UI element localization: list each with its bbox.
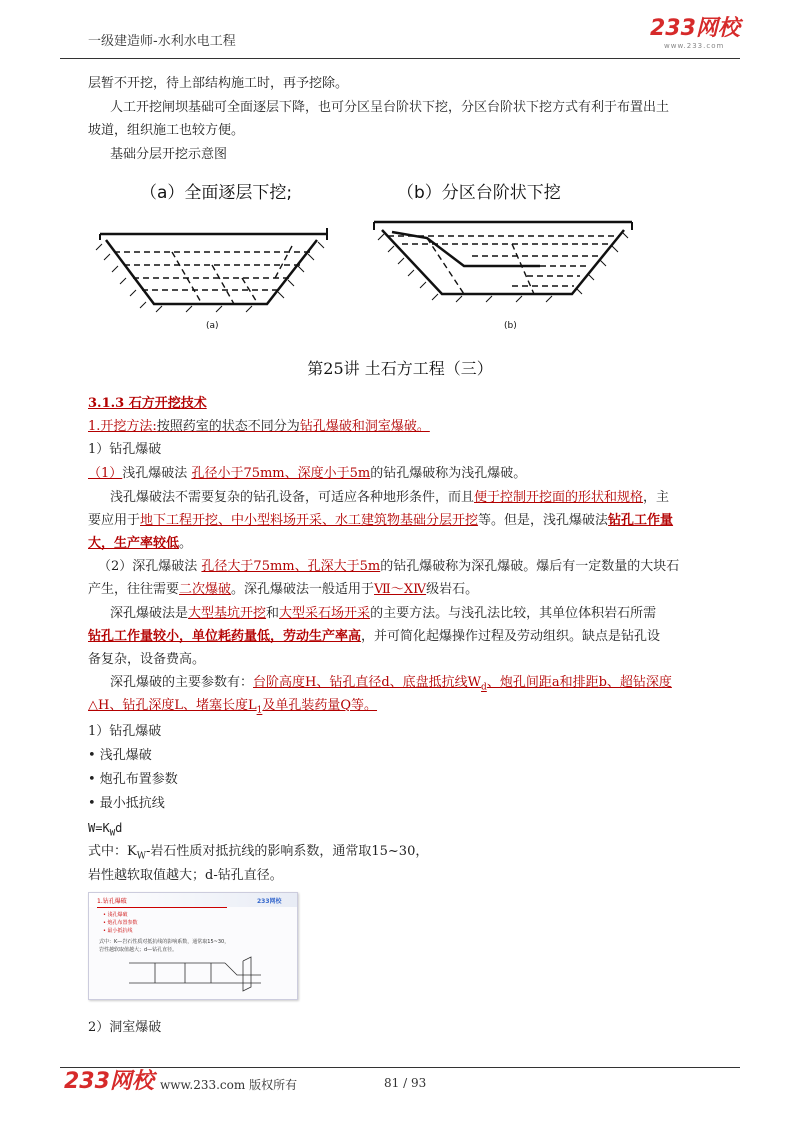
p7-highlight: 台阶高度H、钻孔直径d、底盘抵抗线W (253, 675, 482, 690)
p7-line1 (110, 673, 672, 698)
formula-sub: W (109, 828, 116, 839)
p4b-highlight: 地下工程开挖、中小型料场开采、水工建筑物基础分层开挖 (140, 513, 479, 528)
deep-lead: （2）深孔爆破法 (98, 559, 198, 574)
footer-divider (60, 1067, 740, 1068)
p4-line2 (88, 511, 673, 531)
intro-p1: 层暂不开挖，待上部结构施工时，再予挖除。 (88, 76, 349, 91)
p5b-highlight2: Ⅶ～ⅩⅣ (374, 582, 427, 597)
p5b-tail: 级岩石。 (426, 582, 479, 597)
p6-highlight2: 大型采石场开采 (279, 606, 371, 621)
section-heading: 3.1.3 石方开挖技术 (88, 396, 207, 411)
header-logo-text: 233网校 (650, 16, 740, 41)
p4-highlight: 便于控制开挖面的形状和规格 (474, 490, 644, 505)
footer-site[interactable]: www.233.com 版权所有 (160, 1078, 298, 1092)
header-divider (60, 58, 740, 59)
thumb-logo: 233网校 (257, 898, 282, 905)
header-logo-url: www.233.com (664, 42, 725, 50)
footer-logo[interactable]: 233网校 (64, 1069, 154, 1094)
deep-highlight: 孔径大于75mm、孔深大于5m (201, 559, 381, 574)
formula (88, 818, 122, 843)
intro-figure-caption: 基础分层开挖示意图 (110, 147, 228, 162)
p5b-text: 产生，往往需要 (88, 582, 180, 597)
p4c-highlight: 大，生产率较低 (88, 536, 180, 551)
p6-and: 和 (266, 606, 280, 621)
p7b-sub: 1 (256, 705, 263, 716)
p4-tail: ，主 (643, 490, 670, 505)
thumb-item: • 炮孔布置参数 (103, 920, 138, 926)
shallow-lead: （1） (88, 466, 123, 481)
list-title: 1）钻孔爆破 (88, 724, 162, 739)
p4-line1 (110, 488, 669, 508)
method-label: 1.开挖方法: (88, 419, 157, 434)
p6-line2 (88, 627, 660, 647)
excavation-diagram (92, 208, 652, 342)
p4b-highlight2: 钻孔工作量 (608, 513, 674, 528)
method-text: 按照药室的状态不同分为 (156, 419, 300, 434)
method-line (88, 417, 430, 437)
formula-a: W=K (88, 821, 110, 835)
p6b-highlight: 钻孔工作量较小，单位耗药量低，劳动生产率高 (88, 629, 362, 644)
thumb-line2: 岩性越软取值越大；d—钻孔直径。 (99, 947, 178, 953)
diagram-b (374, 222, 632, 302)
note1-sub: W (136, 851, 146, 862)
slide-thumbnail (88, 892, 298, 1000)
p4b-text: 要应用于 (88, 513, 141, 528)
p7-highlight2: 、炮孔间距a和排距b、超钻深度 (486, 675, 672, 690)
thumb-title: 1.钻孔爆破 (97, 898, 127, 905)
shallow-hole-line (88, 464, 526, 484)
sub-heading-chamber: 2）洞室爆破 (88, 1020, 162, 1035)
method-highlight: 钻孔爆破和洞室爆破。 (299, 419, 430, 434)
p6-line1 (110, 604, 656, 624)
p6-tail: 的主要方法。与浅孔法比较，其单位体积岩石所需 (370, 606, 657, 621)
formula-b: d (115, 821, 123, 835)
p7-sub: d (481, 682, 487, 693)
p6-highlight1: 大型基坑开挖 (188, 606, 267, 621)
thumb-line1: 式中：K—岩石性质对抵抗线的影响系数，通常取15~30， (99, 939, 230, 945)
p7-text: 深孔爆破的主要参数有： (110, 675, 254, 690)
list-item: • 浅孔爆破 (88, 748, 152, 763)
header-logo[interactable] (650, 18, 740, 40)
p5-line2 (88, 580, 478, 600)
p7b-highlight: △H、钻孔深度L、堵塞长度L (88, 698, 257, 713)
p4-text: 浅孔爆破法不需要复杂的钻孔设备，可适应各种地形条件，而且 (110, 490, 475, 505)
diagram-a (96, 228, 327, 312)
figure-caption-a: (a) (206, 321, 219, 331)
note1-a: 式中：K (88, 844, 137, 859)
list-item: • 炮孔布置参数 (88, 772, 178, 787)
p5b-mid: 。深孔爆破法一般适用于 (231, 582, 375, 597)
page-number: 81 / 93 (384, 1076, 427, 1090)
thumb-item: • 最小抵抗线 (103, 928, 133, 934)
thumb-rule (97, 907, 227, 908)
lecture-title: 第25讲 土石方工程（三） (307, 359, 493, 378)
intro-p2b: 坡道，组织施工也较方便。 (88, 123, 245, 138)
sub-heading-drilling: 1）钻孔爆破 (88, 442, 162, 457)
note1-b: -岩石性质对抵抗线的影响系数，通常取15~30， (145, 844, 429, 859)
p6-line3: 备复杂，设备费高。 (88, 652, 206, 667)
header-title: 一级建造师-水利水电工程 (88, 34, 236, 49)
p6-text: 深孔爆破法是 (110, 606, 189, 621)
p7-line2 (88, 696, 377, 721)
p4b-mid: 等。但是，浅孔爆破法 (478, 513, 609, 528)
p7b-highlight2: 及单孔装药量Q等。 (262, 698, 378, 713)
thumb-diagram (125, 953, 265, 993)
p4c-tail: 。 (179, 536, 193, 551)
deep-hole-line (98, 557, 679, 577)
thumb-item: • 浅孔爆破 (103, 912, 128, 918)
excavation-figure (92, 172, 652, 342)
intro-p2a: 人工开挖闸坝基础可全面逐层下降，也可分区呈台阶状下挖，分区台阶状下挖方式有利于布置出土 (110, 100, 670, 115)
list-item: • 最小抵抗线 (88, 796, 165, 811)
figure-caption-b: (b) (504, 321, 517, 331)
p6b-tail: ，并可简化起爆操作过程及劳动组织。缺点是钻孔设 (361, 629, 661, 644)
shallow-mid: 浅孔爆破法 (122, 466, 188, 481)
formula-note1 (88, 842, 428, 867)
figure-label-a: （a）全面逐层下挖; (140, 183, 293, 203)
p4-line3 (88, 534, 192, 554)
p5b-highlight: 二次爆破 (179, 582, 232, 597)
shallow-highlight: 孔径小于75mm、深度小于5m (191, 466, 371, 481)
deep-tail: 的钻孔爆破称为深孔爆破。爆后有一定数量的大块石 (380, 559, 680, 574)
shallow-tail: 的钻孔爆破称为浅孔爆破。 (370, 466, 527, 481)
formula-note2: 岩性越软取值越大；d-钻孔直径。 (88, 868, 283, 883)
figure-label-b: （b）分区台阶状下挖 (397, 183, 561, 203)
